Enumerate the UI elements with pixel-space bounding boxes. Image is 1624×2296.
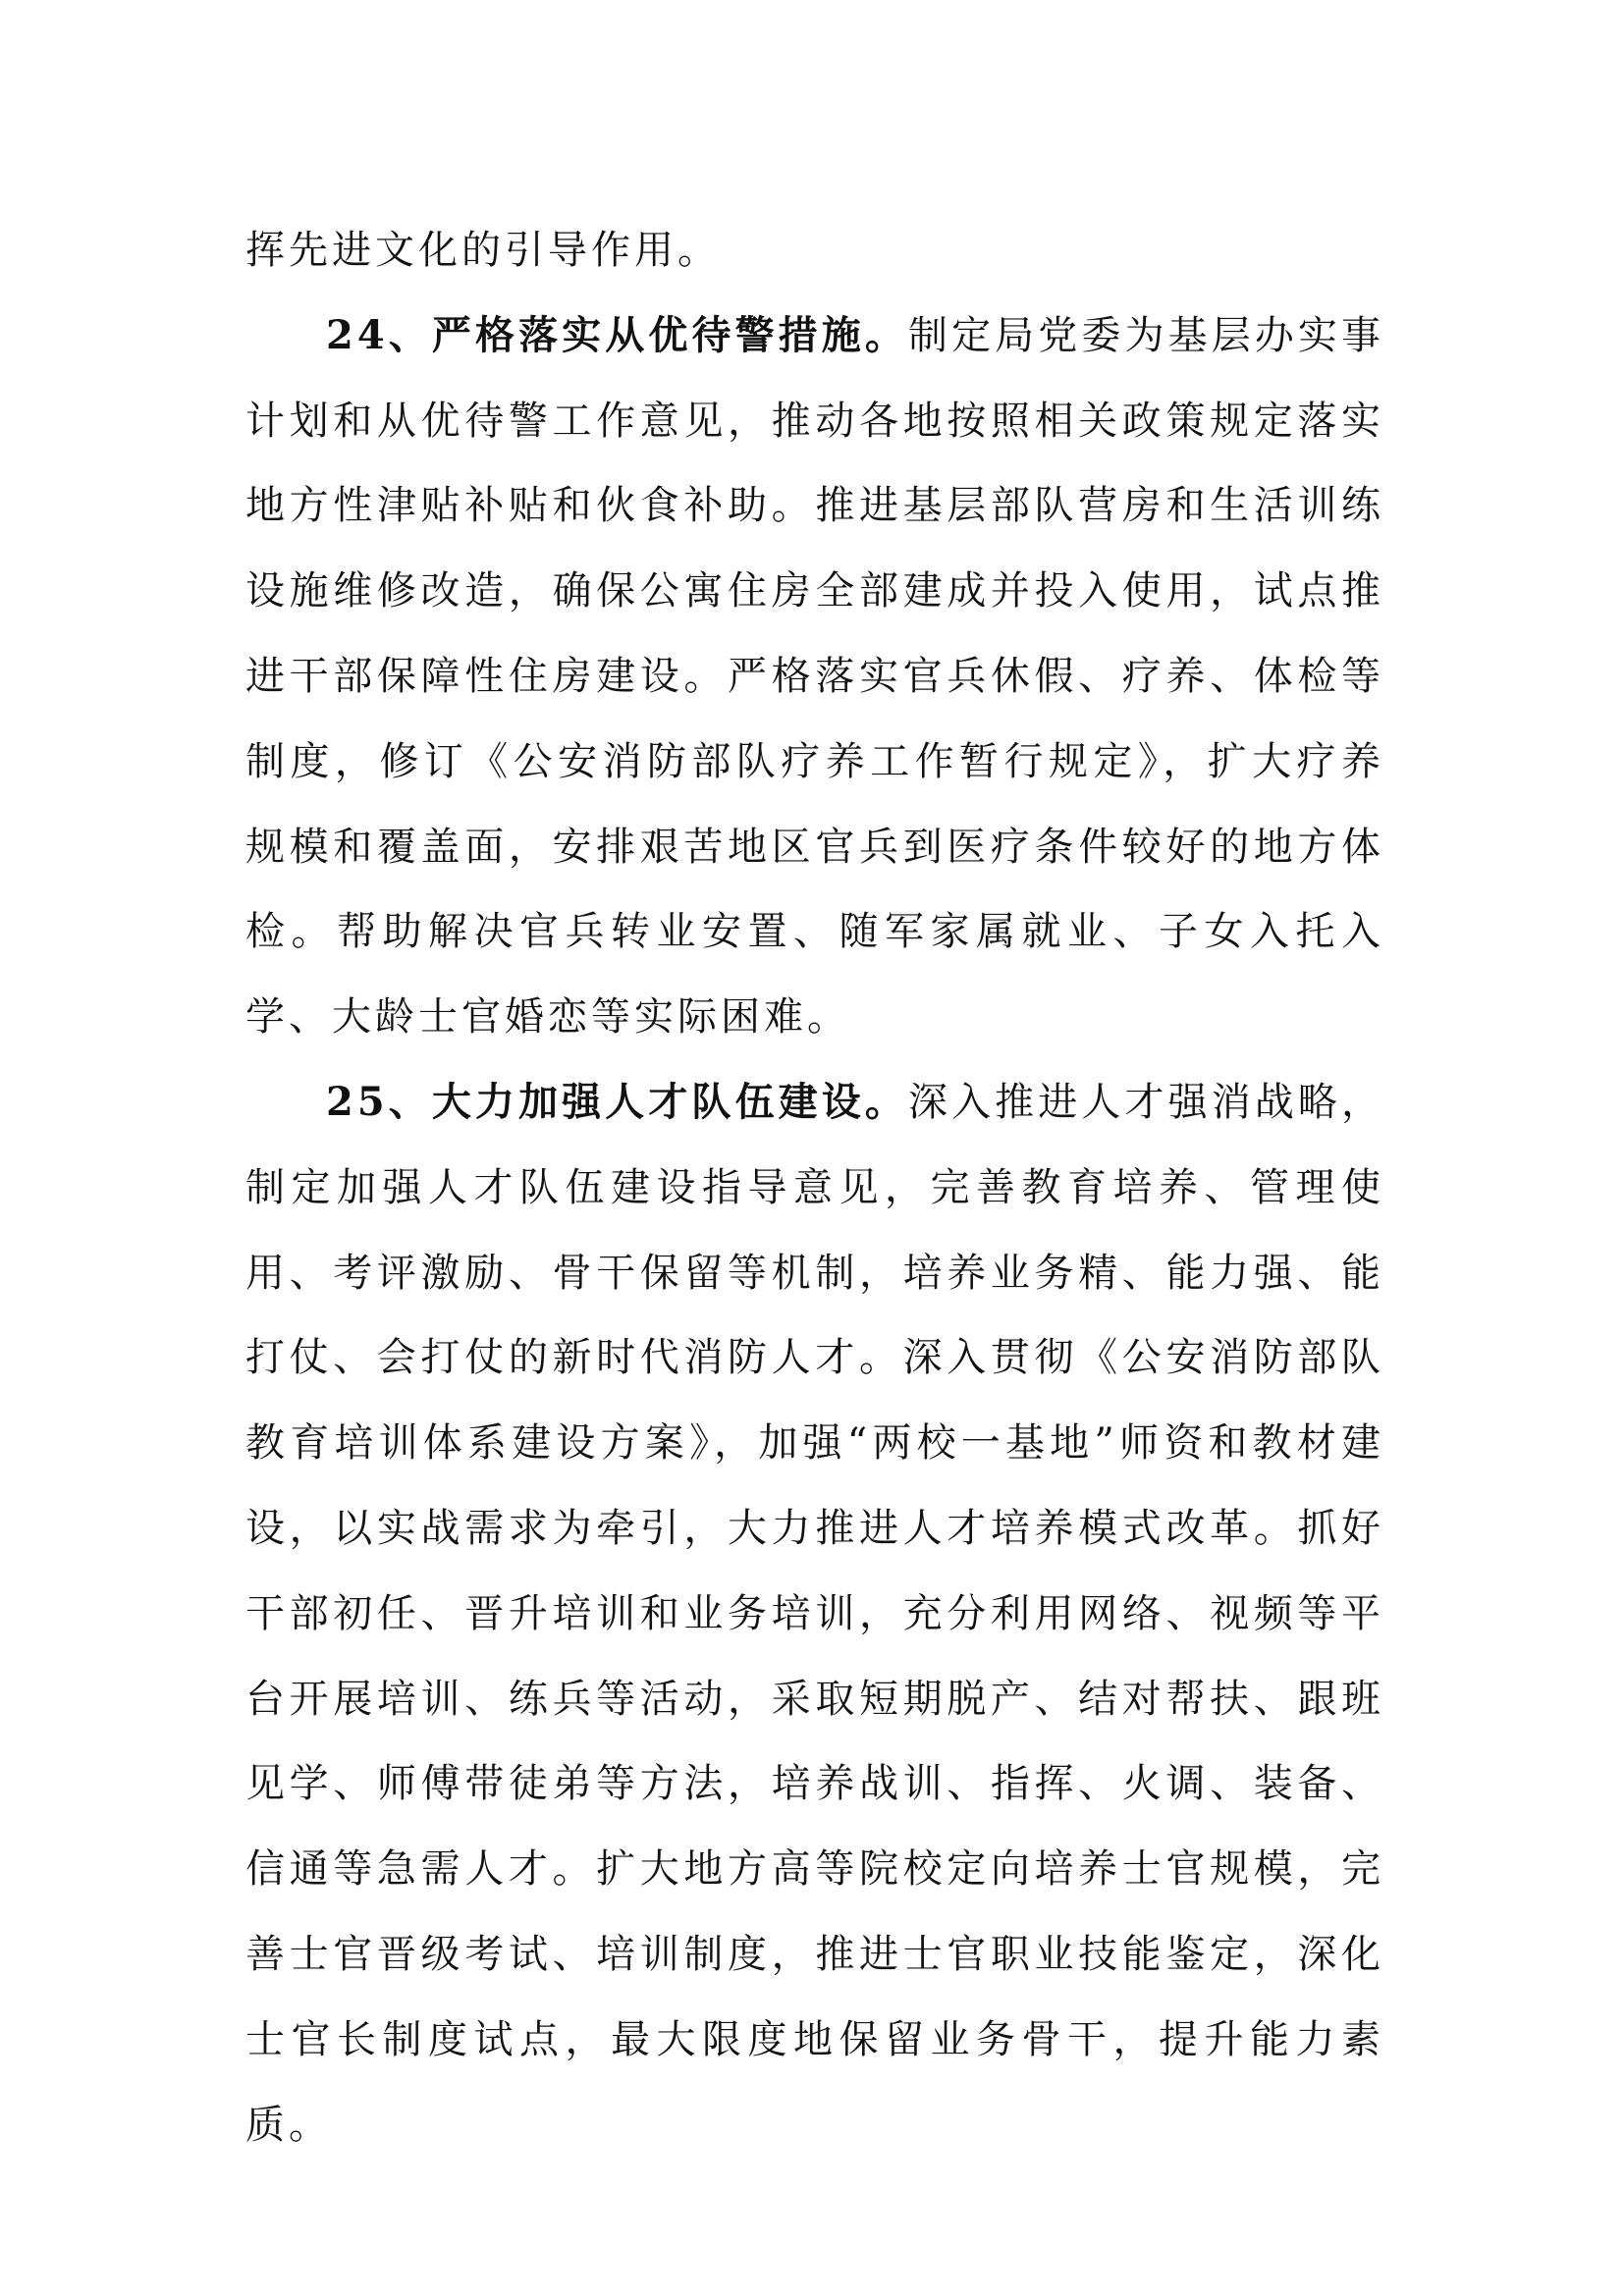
paragraph-item-24 — [245, 294, 1384, 1060]
paragraph-heading: 24、严格落实从优待警措施。 — [326, 311, 908, 358]
document-body — [245, 208, 1384, 2167]
paragraph-continuation — [245, 208, 1384, 294]
paragraph-body: 深入推进人才强消战略，制定加强人才队伍建设指导意见，完善教育培养、管理使用、考评激励、骨干保留等机制，培养业务精、能力强、能打仗、会打仗的新时代消防人才。深入贯彻《公安消防部队教育培训体系建设方案》，加强“两校一基地”师资和教材建设，以实战需求为牵引，大力推进人才培养模式改革。抓好干部初任、晋升培训和业务培训，充分利用网络、视频等平台开展培训、练兵等活动，采取短期脱产、结对帮扶、跟班见学、师傅带徒弟等方法，培养战训、指挥、火调、装备、信通等急需人才。扩大地方高等院校定向培养士官规模，完善士官晋级考试、培训制度，推进士官职业技能鉴定，深化士官长制度试点，最大限度地保留业务骨干，提升能力素质。 — [245, 1079, 1384, 2148]
paragraph-heading: 25、大力加强人才队伍建设。 — [326, 1078, 908, 1125]
paragraph-body: 制定局党委为基层办实事计划和从优待警工作意见，推动各地按照相关政策规定落实地方性津贴补贴和伙食补助。推进基层部队营房和生活训练设施维修改造，确保公寓住房全部建成并投入使用，试点推进干部保障性住房建设。严格落实官兵休假、疗养、体检等制度，修订《公安消防部队疗养工作暂行规定》，扩大疗养规模和覆盖面，安排艰苦地区官兵到医疗条件较好的地方体检。帮助解决官兵转业安置、随军家属就业、子女入托入学、大龄士官婚恋等实际困难。 — [245, 312, 1384, 1041]
paragraph-body: 挥先进文化的引导作用。 — [245, 228, 721, 273]
paragraph-item-25 — [245, 1060, 1384, 2167]
